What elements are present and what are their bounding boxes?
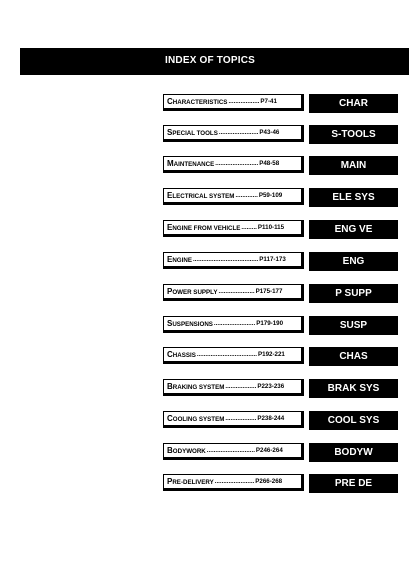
leader-dots: ..................: [228, 98, 260, 105]
leader-dots: .............: [235, 192, 258, 199]
leader-dots: .........................: [215, 160, 259, 167]
index-title: INDEX OF TOPICS: [165, 55, 256, 66]
topic-name: SPECIAL TOOLS: [167, 128, 218, 137]
topic-name: CHASSIS: [167, 350, 196, 359]
topic-entry[interactable]: [163, 156, 304, 173]
topic-pages: P59-109: [258, 192, 283, 199]
topic-name: ENGINE: [167, 255, 192, 264]
topic-pages: P238-244: [257, 415, 285, 422]
leader-dots: .....................: [218, 288, 255, 295]
topic-row-bodywork[interactable]: [163, 443, 397, 462]
topic-pages: P110-115: [257, 224, 285, 231]
leader-dots: ..................: [225, 383, 257, 390]
section-tab-char[interactable]: CHAR: [309, 94, 398, 113]
topic-row-engine[interactable]: [163, 252, 397, 271]
leader-dots: ...................................: [196, 351, 257, 358]
topic-name: ELECTRICAL SYSTEM: [167, 191, 235, 200]
topic-pages: P266-268: [255, 478, 283, 485]
topic-row-characteristics[interactable]: [163, 94, 397, 113]
topic-entry[interactable]: [163, 347, 304, 364]
section-tab-cool-sys[interactable]: COOL SYS: [309, 411, 398, 430]
topic-name: COOLING SYSTEM: [167, 414, 225, 423]
topic-pages: P179-190: [256, 320, 284, 327]
section-tab-chas[interactable]: CHAS: [309, 347, 398, 366]
topic-row-engine-from-vehicle[interactable]: [163, 220, 397, 239]
topic-entry[interactable]: [163, 188, 304, 205]
section-tab-s-tools[interactable]: S-TOOLS: [309, 125, 398, 144]
topic-row-suspensions[interactable]: [163, 316, 397, 335]
topic-pages: P175-177: [255, 288, 283, 295]
topic-name: SUSPENSIONS: [167, 319, 213, 328]
section-tab-bodyw[interactable]: BODYW: [309, 443, 398, 462]
topic-pages: P117-173: [259, 256, 286, 263]
topic-entry[interactable]: [163, 125, 304, 142]
leader-dots: ............................: [206, 447, 255, 454]
leader-dots: .......................: [218, 129, 259, 136]
section-tab-eng-ve[interactable]: ENG VE: [309, 220, 398, 239]
leader-dots: ........................: [213, 320, 256, 327]
topic-name: MAINTENANCE: [167, 159, 215, 168]
leader-dots: .........: [241, 224, 257, 231]
topic-name: CHARACTERISTICS: [167, 97, 228, 106]
leader-dots: ......................................: [192, 256, 259, 263]
topic-name: BODYWORK: [167, 446, 206, 455]
topic-entry[interactable]: [163, 411, 304, 428]
topic-name: BRAKING SYSTEM: [167, 382, 225, 391]
topic-row-pre-delivery[interactable]: [163, 474, 397, 493]
topic-pages: P48-58: [259, 160, 280, 167]
topic-row-maintenance[interactable]: [163, 156, 397, 175]
topic-entry[interactable]: [163, 474, 304, 491]
topic-row-braking-system[interactable]: [163, 379, 397, 398]
topic-entry[interactable]: [163, 94, 304, 111]
section-tab-ele-sys[interactable]: ELE SYS: [309, 188, 398, 207]
topic-pages: P223-236: [257, 383, 285, 390]
leader-dots: .......................: [214, 478, 255, 485]
topic-name: PRE-DELIVERY: [167, 477, 214, 486]
section-tab-eng[interactable]: ENG: [309, 252, 398, 271]
topic-row-electrical-system[interactable]: [163, 188, 397, 207]
topic-row-chassis[interactable]: [163, 347, 397, 366]
topic-entry[interactable]: [163, 316, 304, 333]
section-tab-susp[interactable]: SUSP: [309, 316, 398, 335]
topic-row-special-tools[interactable]: [163, 125, 397, 144]
section-tab-main[interactable]: MAIN: [309, 156, 398, 175]
topic-pages: P43-46: [259, 129, 280, 136]
topic-name: POWER SUPPLY: [167, 287, 218, 296]
index-header-banner: [20, 48, 409, 75]
topic-name: ENGINE FROM VEHICLE: [167, 223, 241, 232]
topic-pages: P192-221: [258, 351, 285, 358]
section-tab-pre-de[interactable]: PRE DE: [309, 474, 398, 493]
section-tab-brak-sys[interactable]: BRAK SYS: [309, 379, 398, 398]
topic-pages: P7-41: [260, 98, 277, 105]
leader-dots: ..................: [225, 415, 257, 422]
topic-pages: P246-264: [255, 447, 283, 454]
topic-row-power-supply[interactable]: [163, 284, 397, 303]
topic-entry[interactable]: [163, 284, 304, 301]
topic-row-cooling-system[interactable]: [163, 411, 397, 430]
topic-entry[interactable]: [163, 220, 304, 237]
topic-entry[interactable]: [163, 252, 304, 269]
topic-entry[interactable]: [163, 379, 304, 396]
topic-entry[interactable]: [163, 443, 304, 460]
section-tab-p-supp[interactable]: P SUPP: [309, 284, 398, 303]
